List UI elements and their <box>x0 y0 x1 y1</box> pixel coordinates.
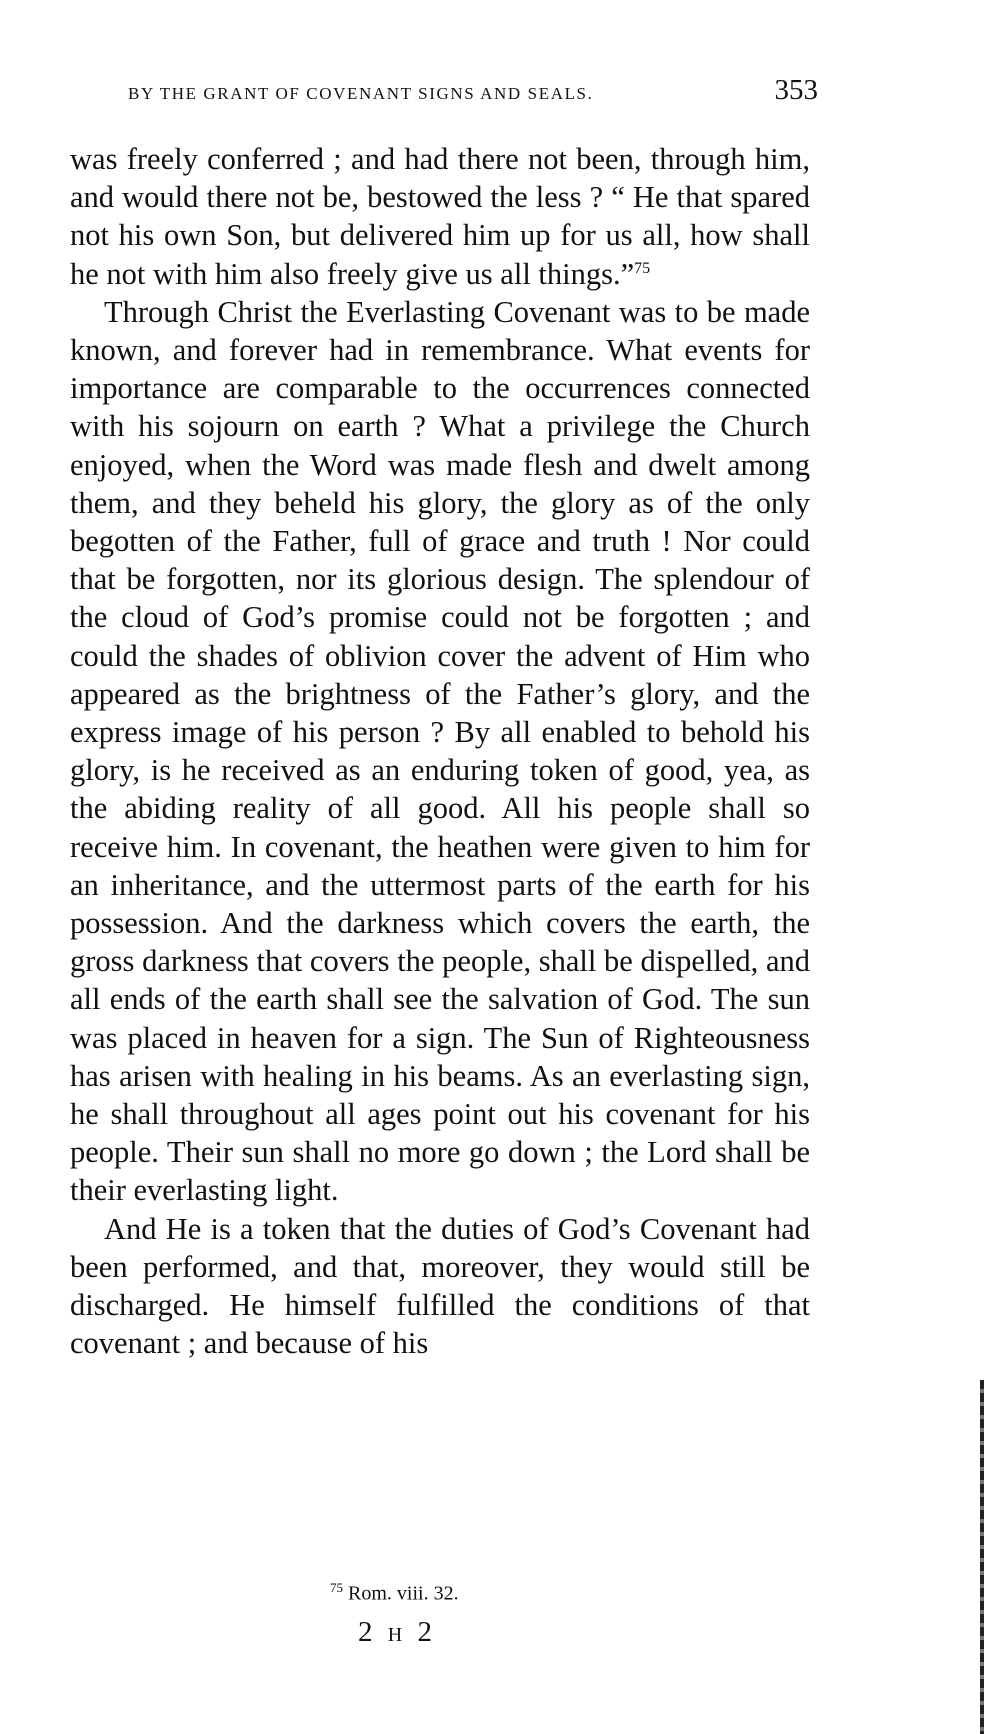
page-number: 353 <box>774 74 818 106</box>
footnote-number: 75 <box>330 1580 343 1595</box>
page-header <box>118 74 818 114</box>
signature-mark <box>358 1616 436 1649</box>
paragraph-3: And He is a token that the duties of God’s Covenant had been performed, and that, moreover, they would still be discharged. He himself fulfilled the conditions of that covenant ; and because of his <box>70 1211 810 1361</box>
signature-minor: 2 <box>417 1616 436 1648</box>
signature-letter: H <box>387 1624 407 1646</box>
paragraph-1 <box>70 140 810 293</box>
footnote-reference: 75 <box>634 259 651 277</box>
signature-major: 2 <box>358 1616 377 1648</box>
page-binding-edge <box>980 1380 984 1734</box>
paragraph-2: Through Christ the Everlasting Covenant was to be made known, and forever had in remembrance. What events for importance are comparable to the occurrences connected with his sojourn on earth ? What a privilege the Church enjoyed, when the Word was made flesh and dwelt among them, and they beheld his glory, the glory as of the only begotten of the Father, full of grace and truth ! Nor could that be forgotten, nor its glorious design. The splendour of the cloud of God’s promise could not be forgotten ; and could the shades of oblivion cover the advent of Him who appeared as the brightness of the Father’s glory, and the express image of his person ? By all enabled to behold his glory, is he received as an enduring token of good, yea, as the abiding reality of all good. All his people shall so receive him. In covenant, the heathen were given to him for an inheritance, and the uttermost parts of the earth for his possession. And the darkness which covers the earth, the gross darkness that covers the people, shall be dispelled, and all ends of the earth shall see the salvation of God. The sun was placed in heaven for a sign. The Sun of Righteousness has arisen with healing in his beams. As an everlasting sign, he shall throughout all ages point out his covenant for his people. Their sun shall no more go down ; the Lord shall be their everlasting light. <box>70 294 810 1208</box>
running-head: BY THE GRANT OF COVENANT SIGNS AND SEALS. <box>128 84 594 103</box>
footnote <box>330 1580 459 1606</box>
paragraph-1-text: was freely conferred ; and had there not been, through him, and would there not be, bestowed the less ? “ He that spared not his own Son, but delivered him up for us all, how shall he not with him also freely give us all things.” <box>70 142 810 291</box>
body-text <box>70 140 810 1363</box>
footnote-text: Rom. viii. 32. <box>348 1582 459 1605</box>
